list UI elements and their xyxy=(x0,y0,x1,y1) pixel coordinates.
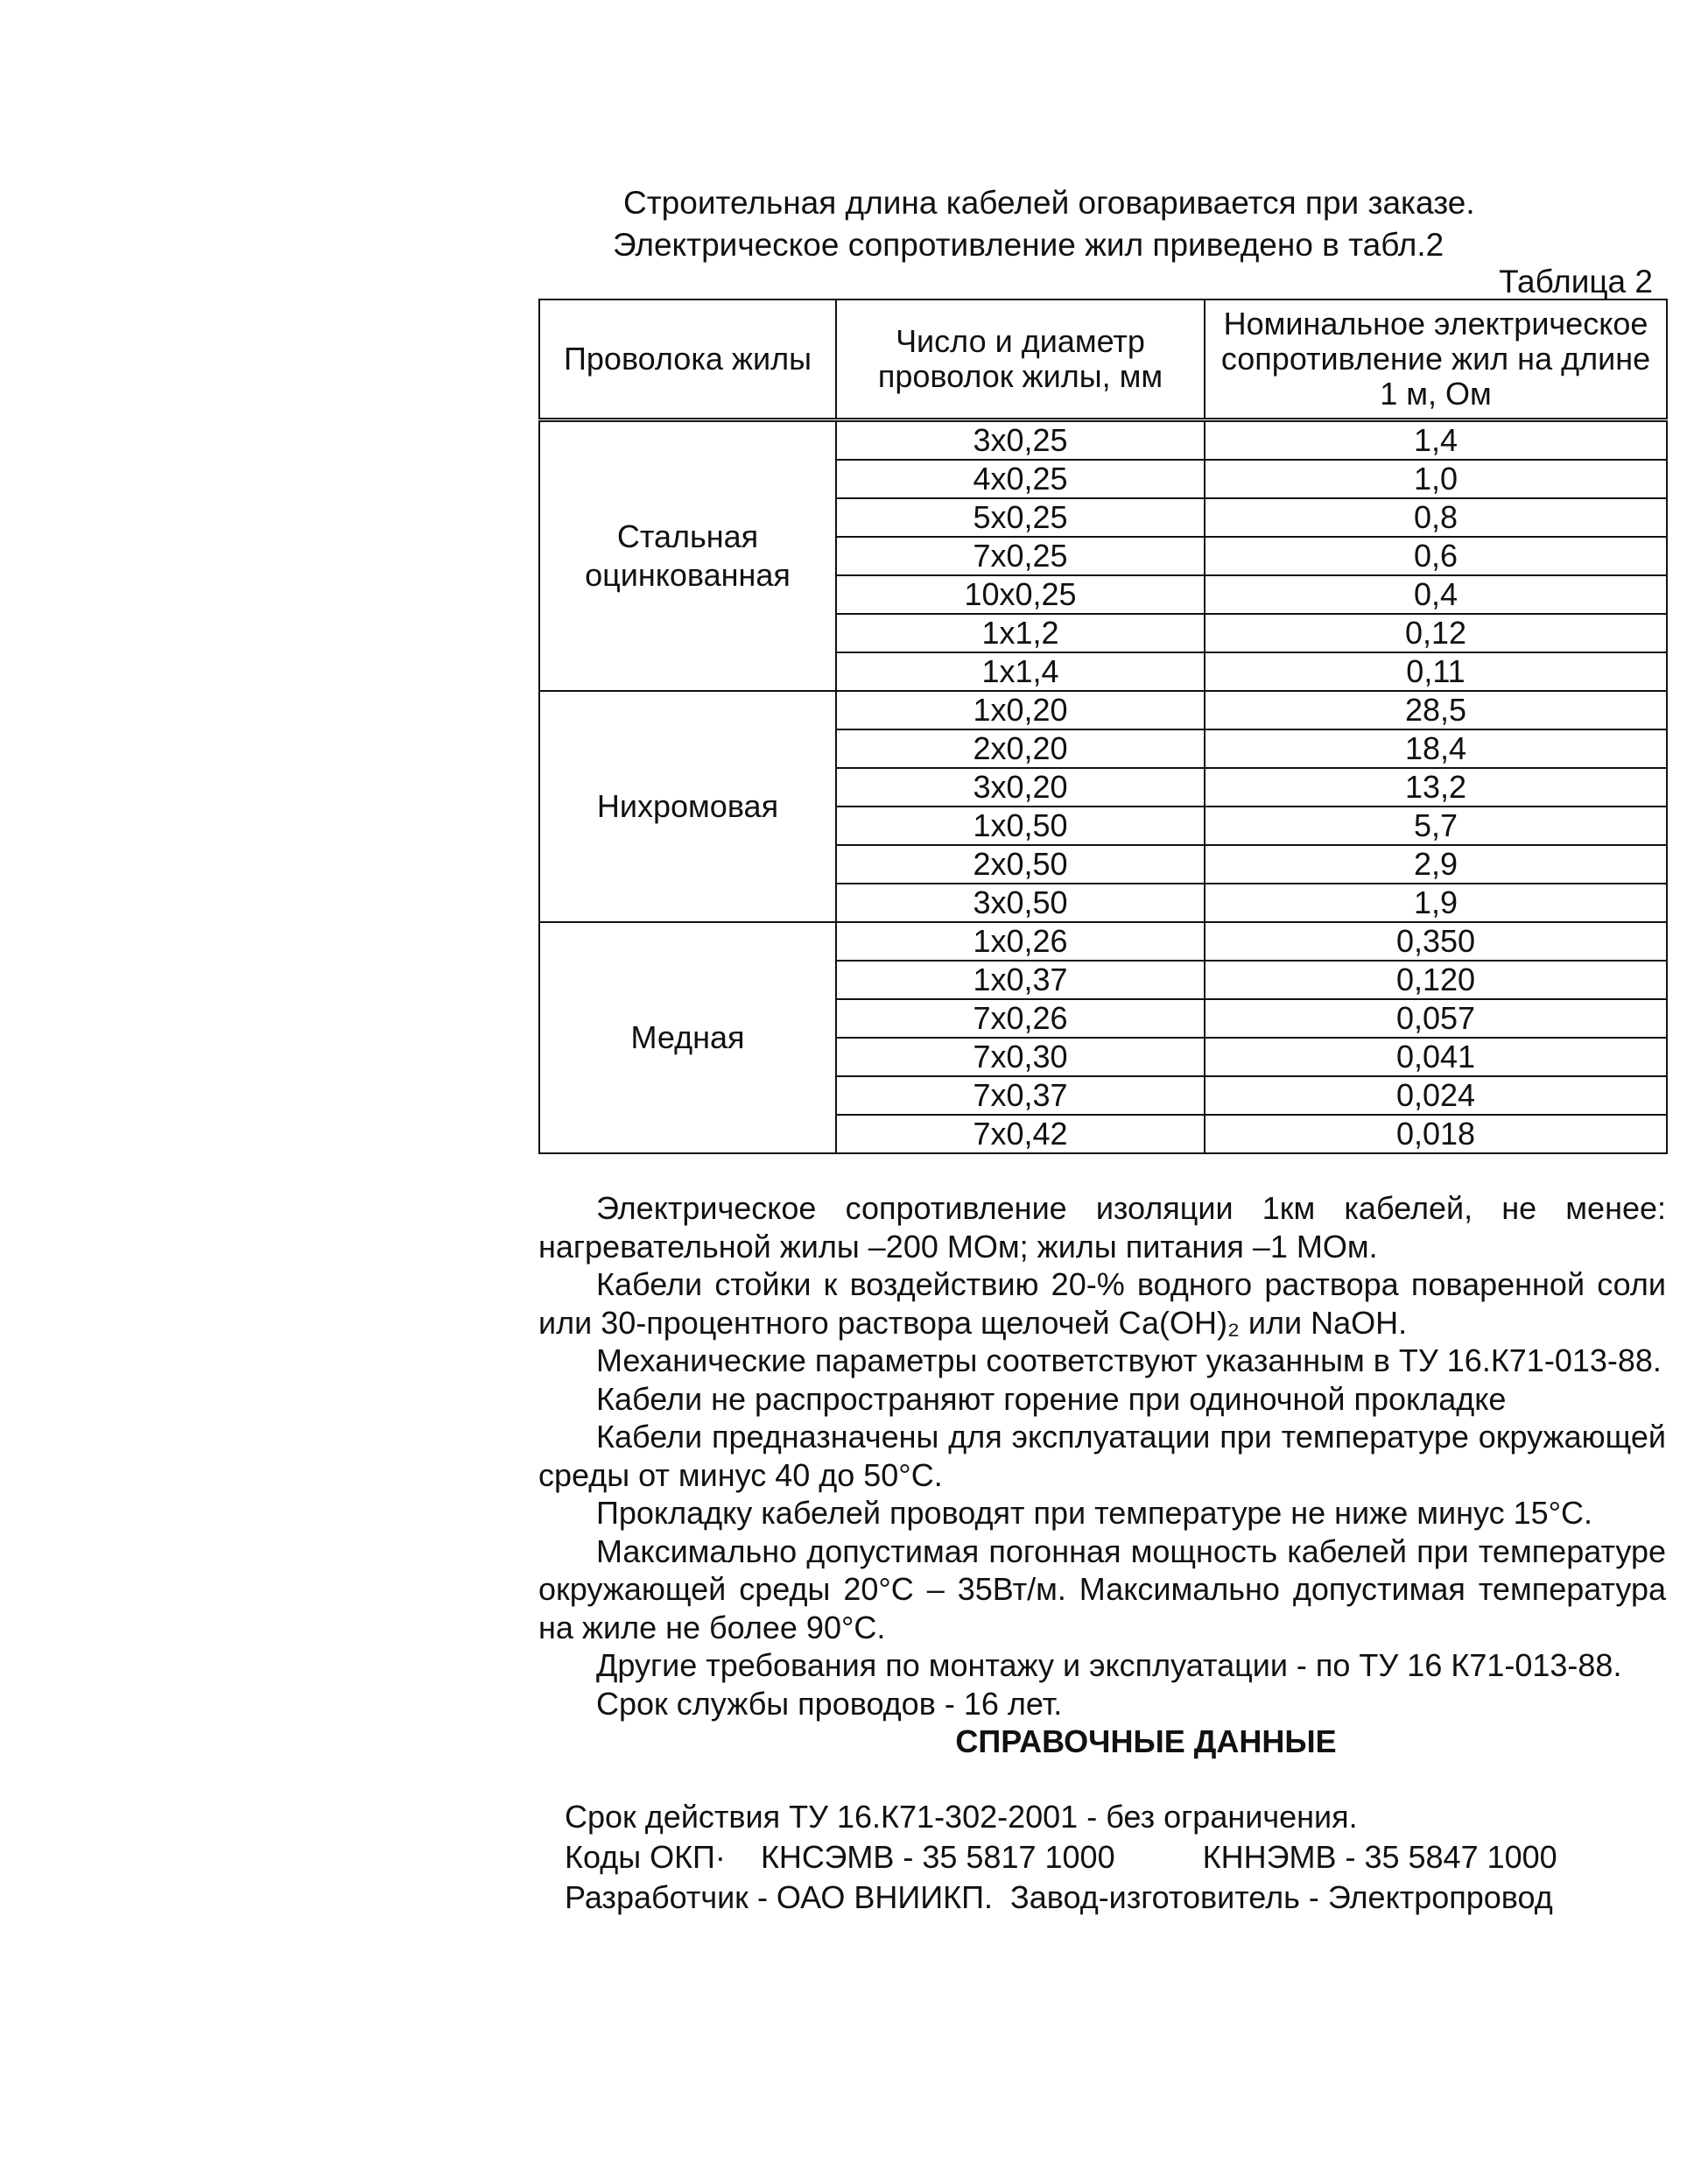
header-nominal-resistance: Номинальное электрическое сопротивление жил на длине 1 м, Ом xyxy=(1205,299,1667,420)
paragraph-max-power: Максимально допустимая погонная мощность кабелей при температуре окружающей среды 20°С – 35Вт/м. Максимально допустимая температура на жиле не более 90°С. xyxy=(538,1532,1666,1645)
wire-count-diameter-cell: 7х0,25 xyxy=(836,537,1205,575)
resistance-cell: 0,120 xyxy=(1205,961,1667,999)
wire-material-cell: Нихромовая xyxy=(539,691,836,922)
resistance-cell: 13,2 xyxy=(1205,768,1667,807)
wire-count-diameter-cell: 7х0,30 xyxy=(836,1038,1205,1076)
reference-codes xyxy=(565,1837,1659,1878)
wire-count-diameter-cell: 2х0,50 xyxy=(836,845,1205,884)
wire-count-diameter-cell: 3х0,25 xyxy=(836,420,1205,461)
table-row xyxy=(539,691,1667,729)
wire-count-diameter-cell: 7х0,37 xyxy=(836,1076,1205,1115)
resistance-cell: 1,4 xyxy=(1205,420,1667,461)
resistance-cell: 0,6 xyxy=(1205,537,1667,575)
resistance-table xyxy=(538,299,1668,1154)
paragraph-installation-temperature: Прокладку кабелей проводят при температуре не ниже минус 15°С. xyxy=(596,1495,1593,1531)
resistance-cell: 0,12 xyxy=(1205,614,1667,652)
reference-developer: Разработчик - ОАО ВНИИКП. Завод-изготовитель - Электропровод xyxy=(565,1879,1553,1915)
table-header-row xyxy=(539,299,1667,420)
wire-count-diameter-cell: 7х0,26 xyxy=(836,999,1205,1038)
reference-block xyxy=(565,1797,1659,1918)
codes-label: Коды ОКП· xyxy=(565,1839,726,1875)
paragraph-service-life: Срок службы проводов - 16 лет. xyxy=(596,1685,1063,1722)
resistance-cell: 0,018 xyxy=(1205,1115,1667,1153)
table-caption: Таблица 2 xyxy=(1499,264,1653,299)
wire-count-diameter-cell: 1х0,50 xyxy=(836,807,1205,845)
header-wire-count-diameter: Число и диаметр проволок жилы, мм xyxy=(836,299,1205,420)
intro-cable-length: Строительная длина кабелей оговаривается при заказе. xyxy=(623,185,1475,221)
code-knnemv: КННЭМВ - 35 5847 1000 xyxy=(1202,1839,1557,1875)
reference-validity: Срок действия ТУ 16.К71-302-2001 - без ограничения. xyxy=(565,1799,1358,1835)
body-text xyxy=(538,1189,1666,1761)
resistance-cell: 0,350 xyxy=(1205,922,1667,961)
wire-count-diameter-cell: 3х0,20 xyxy=(836,768,1205,807)
resistance-cell: 18,4 xyxy=(1205,729,1667,768)
resistance-cell: 0,4 xyxy=(1205,575,1667,614)
resistance-cell: 28,5 xyxy=(1205,691,1667,729)
wire-material-cell: Стальная оцинкованная xyxy=(539,420,836,692)
resistance-cell: 1,9 xyxy=(1205,884,1667,922)
resistance-cell: 2,9 xyxy=(1205,845,1667,884)
resistance-cell: 0,8 xyxy=(1205,498,1667,537)
intro-block xyxy=(613,182,1576,266)
paragraph-operating-temperature: Кабели предназначены для эксплуатации при температуре окружающей среды от минус 40 до 50°С. xyxy=(538,1419,1666,1493)
resistance-cell: 0,041 xyxy=(1205,1038,1667,1076)
paragraph-other-requirements: Другие требования по монтажу и эксплуатации - по ТУ 16 К71-013-88. xyxy=(596,1647,1622,1683)
wire-count-diameter-cell: 7х0,42 xyxy=(836,1115,1205,1153)
wire-count-diameter-cell: 1х1,4 xyxy=(836,652,1205,691)
paragraph-mechanical-parameters: Механические параметры соответствуют указанным в ТУ 16.К71-013-88. xyxy=(596,1342,1662,1378)
resistance-cell: 5,7 xyxy=(1205,807,1667,845)
wire-count-diameter-cell: 5х0,25 xyxy=(836,498,1205,537)
table-row xyxy=(539,922,1667,961)
wire-count-diameter-cell: 10х0,25 xyxy=(836,575,1205,614)
reference-heading: СПРАВОЧНЫЕ ДАННЫЕ xyxy=(955,1723,1337,1759)
wire-count-diameter-cell: 3х0,50 xyxy=(836,884,1205,922)
wire-count-diameter-cell: 1х0,20 xyxy=(836,691,1205,729)
wire-count-diameter-cell: 1х0,26 xyxy=(836,922,1205,961)
table-body xyxy=(539,420,1667,1154)
wire-count-diameter-cell: 2х0,20 xyxy=(836,729,1205,768)
resistance-cell: 0,057 xyxy=(1205,999,1667,1038)
wire-material-cell: Медная xyxy=(539,922,836,1153)
wire-count-diameter-cell: 1х1,2 xyxy=(836,614,1205,652)
wire-count-diameter-cell: 4х0,25 xyxy=(836,460,1205,498)
intro-resistance-note: Электрическое сопротивление жил приведено в табл.2 xyxy=(613,227,1444,263)
code-knsemv: КНСЭМВ - 35 5817 1000 xyxy=(760,1839,1115,1875)
table-row xyxy=(539,420,1667,461)
resistance-cell: 0,11 xyxy=(1205,652,1667,691)
paragraph-chemical-resistance: Кабели стойки к воздействию 20-% водного раствора поваренной соли или 30-процентного раствора щелочей Са(ОН)₂ или NaOH. xyxy=(538,1266,1666,1341)
paragraph-flame-propagation: Кабели не распространяют горение при одиночной прокладке xyxy=(596,1380,1507,1417)
resistance-cell: 0,024 xyxy=(1205,1076,1667,1115)
wire-count-diameter-cell: 1х0,37 xyxy=(836,961,1205,999)
header-wire-material: Проволока жилы xyxy=(539,299,836,420)
paragraph-insulation-resistance: Электрическое сопротивление изоляции 1км кабелей, не менее: нагревательной жилы –200 МОм; жилы питания –1 МОм. xyxy=(538,1190,1666,1265)
resistance-cell: 1,0 xyxy=(1205,460,1667,498)
